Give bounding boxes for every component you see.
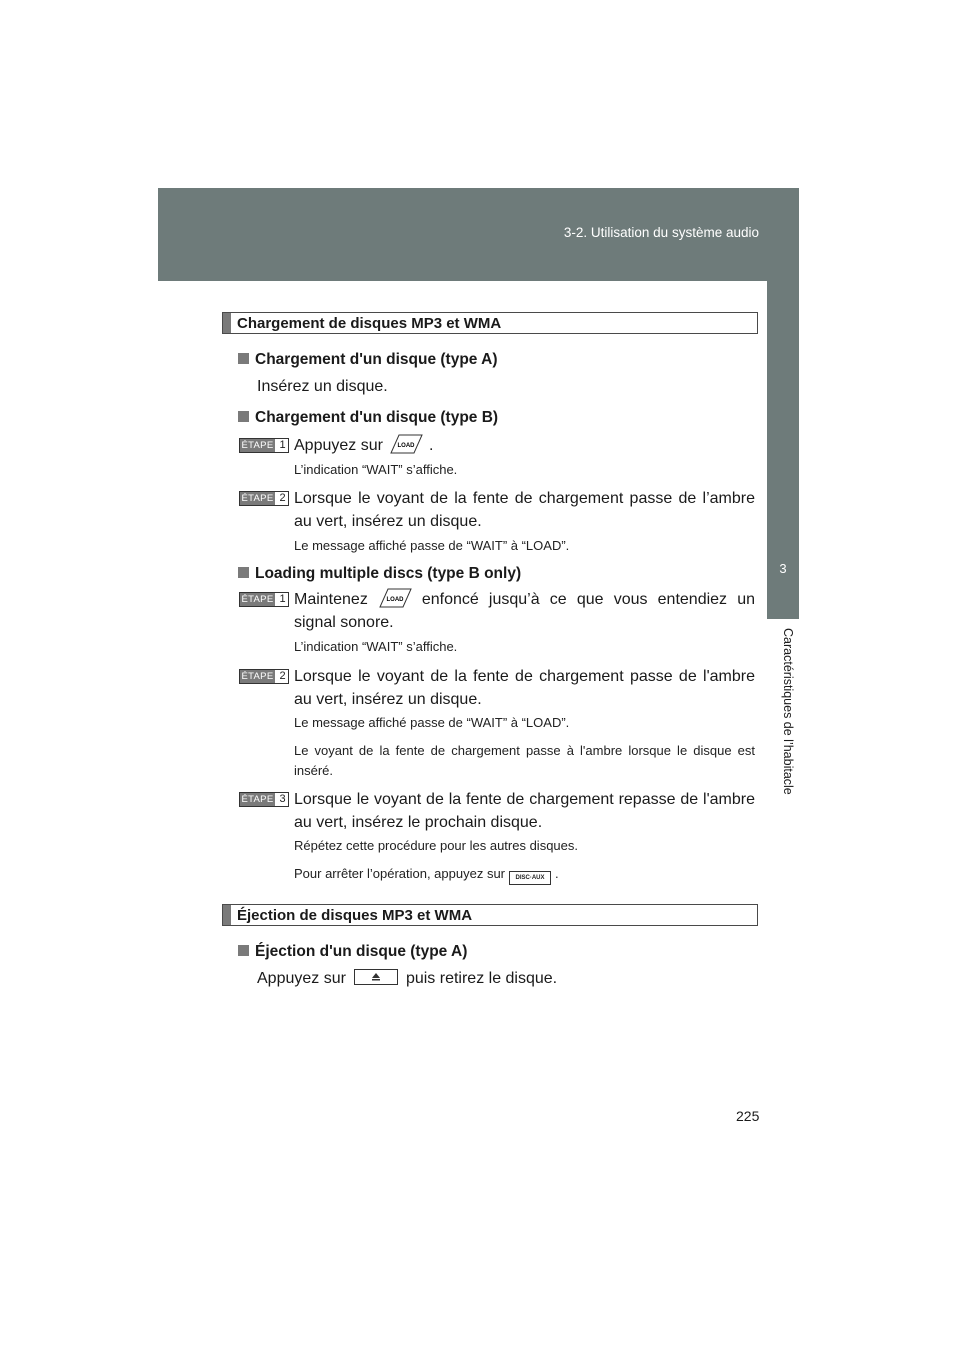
step-1-note: L’indication “WAIT” s’affiche. <box>294 462 458 477</box>
subheading-load-multiple: Loading multiple discs (type B only) <box>238 565 521 583</box>
step-badge-1: ÉTAPE 1 <box>239 592 289 607</box>
subheading-eject-type-a: Éjection d'un disque (type A) <box>238 943 467 961</box>
step-1-text: Appuyez sur LOAD . <box>294 434 755 457</box>
multi-step-2-text: Lorsque le voyant de la fente de chargement passe de l'ambre au vert, insérez un disque. <box>294 668 755 708</box>
step-badge-2: ÉTAPE 2 <box>239 669 289 684</box>
load-button-icon <box>378 588 412 608</box>
bullet-square-icon <box>238 353 249 364</box>
side-tab-number: 3 <box>779 561 787 576</box>
multi-step-2-note-1: Le message affiché passe de “WAIT” à “LOAD”. <box>294 715 570 730</box>
section-heading-text: Chargement de disques MP3 et WMA <box>237 315 502 332</box>
multi-step-3-note-2: Pour arrêter l’opération, appuyez sur DISC·AUX . <box>294 864 755 885</box>
disc-aux-button-icon: DISC·AUX <box>509 871 551 885</box>
multi-step-3-note-1: Répétez cette procédure pour les autres disques. <box>294 838 579 853</box>
bullet-square-icon <box>238 567 249 578</box>
load-button-icon <box>389 434 423 454</box>
multi-step-1-note: L’indication “WAIT” s’affiche. <box>294 639 458 654</box>
page-number: 225 <box>736 1108 760 1124</box>
section-heading-loading <box>222 312 758 334</box>
section-heading-eject <box>222 904 758 926</box>
step-badge-3: ÉTAPE 3 <box>239 792 289 807</box>
eject-instruction-text: Appuyez sur puis retirez le disque. <box>257 970 558 987</box>
step-2-text: Lorsque le voyant de la fente de chargement passe de l’ambre au vert, insérez un disque. <box>294 490 755 530</box>
header-title: 3-2. Utilisation du système audio <box>563 225 759 240</box>
subheading-load-type-b: Chargement d'un disque (type B) <box>238 409 498 427</box>
side-tab-label: Caractéristiques de l’habitacle <box>781 628 795 795</box>
svg-text:LOAD: LOAD <box>386 597 404 603</box>
instruction-text: Insérez un disque. <box>257 378 388 395</box>
bullet-square-icon <box>238 945 249 956</box>
step-2-note: Le message affiché passe de “WAIT” à “LOAD”. <box>294 538 570 553</box>
multi-step-1-text: Maintenez LOAD enfoncé jusqu’à ce que vous entendiez un signal sonore. <box>294 588 755 634</box>
eject-button-icon <box>354 969 398 985</box>
section-heading-text: Éjection de disques MP3 et WMA <box>237 907 473 924</box>
multi-step-2-note-2: Le voyant de la fente de chargement passe à l'ambre lorsque le disque est inséré. <box>294 743 755 778</box>
multi-step-3-text: Lorsque le voyant de la fente de chargement repasse de l'ambre au vert, insérez le prochain disque. <box>294 791 755 831</box>
step-badge-1: ÉTAPE 1 <box>239 438 289 453</box>
subheading-load-type-a: Chargement d'un disque (type A) <box>238 351 498 369</box>
step-badge-2: ÉTAPE 2 <box>239 491 289 506</box>
bullet-square-icon <box>238 411 249 422</box>
chapter-header <box>158 188 799 281</box>
section-heading-bar <box>223 905 231 925</box>
svg-text:LOAD: LOAD <box>397 443 415 449</box>
section-heading-bar <box>223 313 231 333</box>
